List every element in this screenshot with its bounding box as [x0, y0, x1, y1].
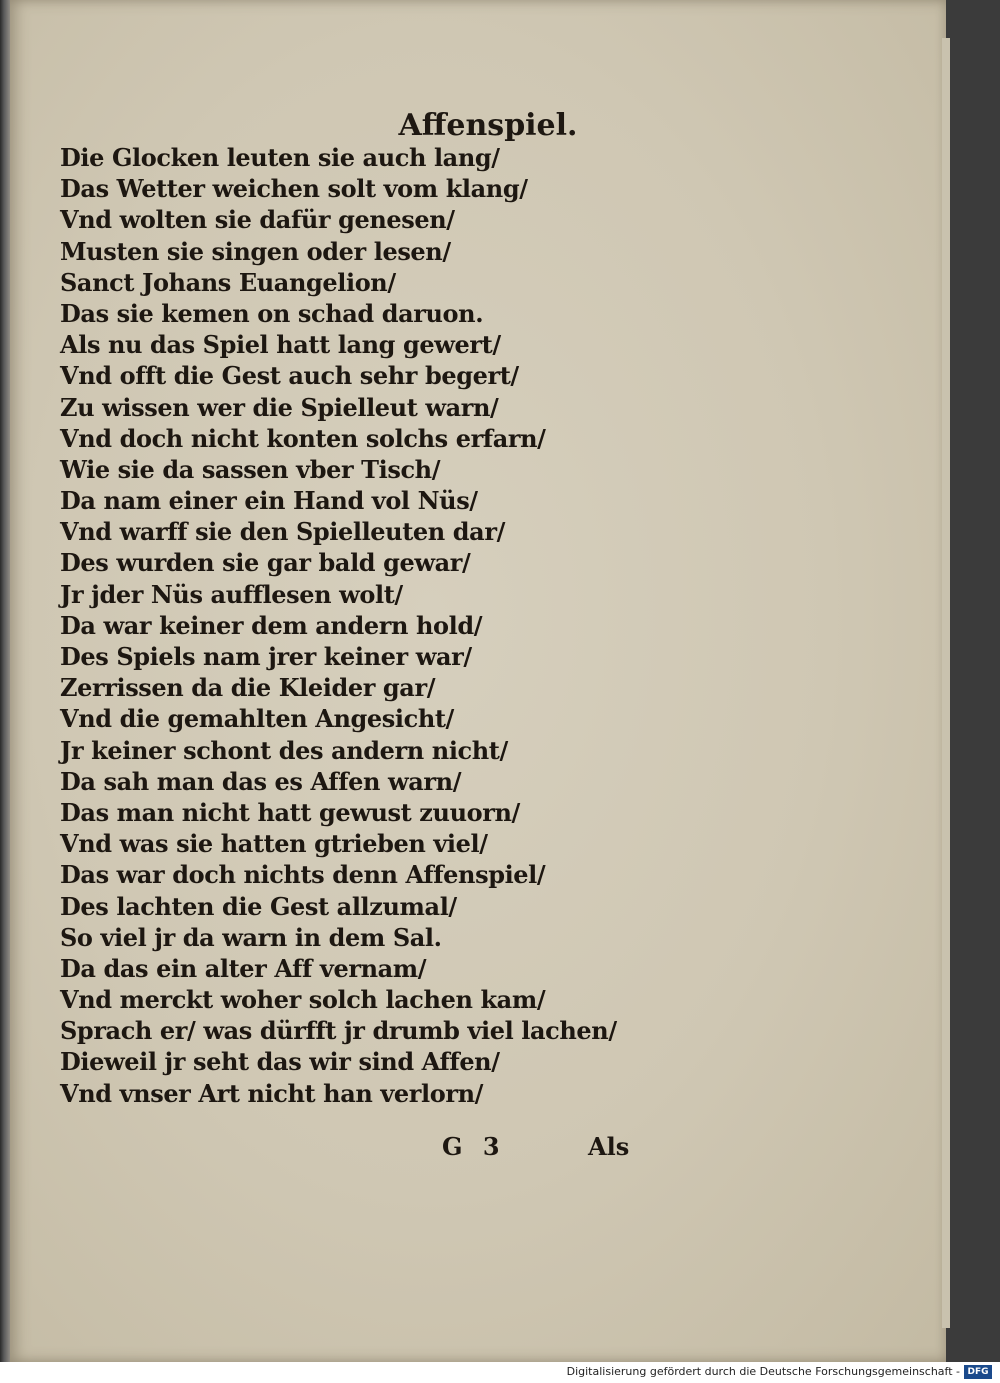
verse-line: Vnd merckt woher solch lachen kam/ — [60, 985, 546, 1015]
verse-line: Zerrissen da die Kleider gar/ — [60, 673, 436, 703]
funding-credit: Digitalisierung gefördert durch die Deutsche Forschungsgemeinschaft - — [566, 1365, 960, 1378]
verse-list — [60, 142, 700, 1109]
verse-line: Das war doch nichts denn Affenspiel/ — [60, 860, 546, 890]
verse-line: Da sah man das es Affen warn/ — [60, 766, 462, 796]
verse-line: Vnd die gemahlten Angesicht/ — [60, 704, 454, 734]
verse-line: So viel jr da warn in dem Sal. — [60, 922, 442, 952]
verse-line: Sprach er/ was dürfft jr drumb viel lachen/ — [60, 1016, 617, 1046]
verse-line: Des wurden sie gar bald gewar/ — [60, 548, 471, 578]
dfg-logo: DFG — [964, 1365, 992, 1379]
verse-line: Vnd was sie hatten gtrieben viel/ — [60, 829, 488, 859]
verse-line: Wie sie da sassen vber Tisch/ — [60, 454, 441, 484]
verse-line: Da nam einer ein Hand vol Nüs/ — [60, 486, 478, 516]
verse-line: Musten sie singen oder lesen/ — [60, 236, 451, 266]
verse-line: Des Spiels nam jrer keiner war/ — [60, 642, 472, 671]
verse-line: Des lachten die Gest allzumal/ — [60, 891, 457, 921]
catchword: Als — [588, 1132, 630, 1161]
verse-line: Dieweil jr seht das wir sind Affen/ — [60, 1047, 500, 1077]
footer-bar — [0, 1362, 1000, 1383]
verse-line: Als nu das Spiel hatt lang gewert/ — [60, 330, 501, 360]
verse-line: Zu wissen wer die Spielleut warn/ — [60, 392, 499, 422]
book-spine-edge — [0, 0, 10, 1362]
verse-line: Jr keiner schont des andern nicht/ — [60, 735, 508, 765]
verse-line: Vnd vnser Art nicht han verlorn/ — [60, 1078, 484, 1108]
verse-line: Das man nicht hatt gewust zuuorn/ — [60, 797, 520, 827]
verse-line: Das Wetter weichen solt vom klang/ — [60, 174, 528, 204]
verse-line: Jr jder Nüs aufflesen wolt/ — [60, 579, 403, 609]
verse-line: Da das ein alter Aff vernam/ — [60, 953, 427, 983]
verse-line: Vnd wolten sie dafür genesen/ — [60, 205, 455, 235]
verse-line: Vnd warff sie den Spielleuten dar/ — [60, 517, 505, 547]
verse-line: Das sie kemen on schad daruon. — [60, 298, 484, 328]
verse-line: Die Glocken leuten sie auch lang/ — [60, 143, 500, 172]
running-title: Affenspiel. — [398, 108, 578, 143]
verse-line: Sanct Johans Euangelion/ — [60, 267, 396, 297]
signature-mark: G 3 — [442, 1132, 500, 1161]
verse-line: Vnd offt die Gest auch sehr begert/ — [60, 361, 519, 391]
page-edge — [942, 38, 950, 1328]
verse-line: Vnd doch nicht konten solchs erfarn/ — [60, 423, 546, 453]
book-page — [10, 0, 946, 1362]
verse-line: Da war keiner dem andern hold/ — [60, 610, 483, 640]
